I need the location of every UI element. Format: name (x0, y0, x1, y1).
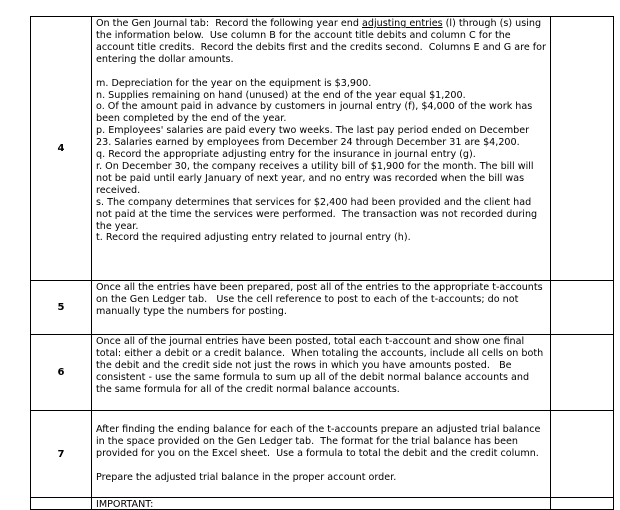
step-number: 5 (31, 281, 92, 335)
item-m: m. Depreciation for the year on the equipment is $3,900. (96, 77, 372, 89)
step-instructions: IMPORTANT: (92, 498, 551, 510)
step-instructions: Once all of the journal entries have been posted, total each t-account and show one final total: either a debit or a credit balance. When totaling the accounts, include all cells on both the debit and the credit side not just the rows in which you have amounts posted. Be consistent - use the same formula to sum up all of the debit normal balance accounts and the same formula for all of the credit normal balance accounts. (92, 335, 551, 411)
adjusting-entries-link-text: adjusting entries (361, 18, 443, 29)
step-number: 4 (31, 17, 92, 281)
step-check-cell (551, 281, 614, 335)
step-intro: On the Gen Journal tab: Record the following year end adjusting entries (l) through (s) using the information below. Use column B for the account title debits and column C for the account title credits. Record the debits first and the credits second. Columns E and G are for entering the dollar amounts. (96, 18, 550, 65)
item-q: q. Record the appropriate adjusting entry for the insurance in journal entry (g). (96, 149, 476, 161)
step-check-cell (551, 498, 614, 510)
step-row-7 (31, 411, 614, 498)
instructions-table (30, 16, 614, 510)
step-instructions: Once all the entries have been prepared, post all of the entries to the appropriate t-accounts on the Gen Ledger tab. Use the cell reference to post to each of the t-accounts; do not manually type the numbers for posting. (92, 281, 551, 335)
step-number: 6 (31, 335, 92, 411)
item-p: p. Employees' salaries are paid every two weeks. The last pay period ended on December 23. Salaries earned by employees from December 24 through December 31 are $4,200. (96, 125, 533, 149)
step-check-cell (551, 335, 614, 411)
step-number: 7 (31, 411, 92, 498)
step-row-5 (31, 281, 614, 335)
step-row-6 (31, 335, 614, 411)
item-t: t. Record the required adjusting entry related to journal entry (h). (96, 232, 411, 244)
step-check-cell (551, 17, 614, 281)
step-row-8 (31, 498, 614, 510)
item-s: s. The company determines that services for $2,400 had been provided and the client had not paid at the time the services were performed. The transaction was not recorded during the year. (96, 196, 541, 232)
step-check-cell (551, 411, 614, 498)
item-n: n. Supplies remaining on hand (unused) at the end of the year equal $1,200. (96, 89, 466, 101)
item-o: o. Of the amount paid in advance by customers in journal entry (f), $4,000 of the work has been completed by the end of the year. (96, 101, 536, 125)
step-instructions (92, 17, 551, 281)
item-r: r. On December 30, the company receives a utility bill of $1,900 for the month. The bill will not be paid until early January of next year, and no entry was recorded when the bill was received. (96, 160, 537, 196)
step-number (31, 498, 92, 510)
step-row-4 (31, 17, 614, 281)
step-instructions: After finding the ending balance for each of the t-accounts prepare an adjusted trial balance in the space provided on the Gen Ledger tab. The format for the trial balance has been provided for you on the Excel sheet. Use a formula to total the debit and the credit column. Prepare the adjusted trial balance in the proper account order. (92, 411, 551, 498)
